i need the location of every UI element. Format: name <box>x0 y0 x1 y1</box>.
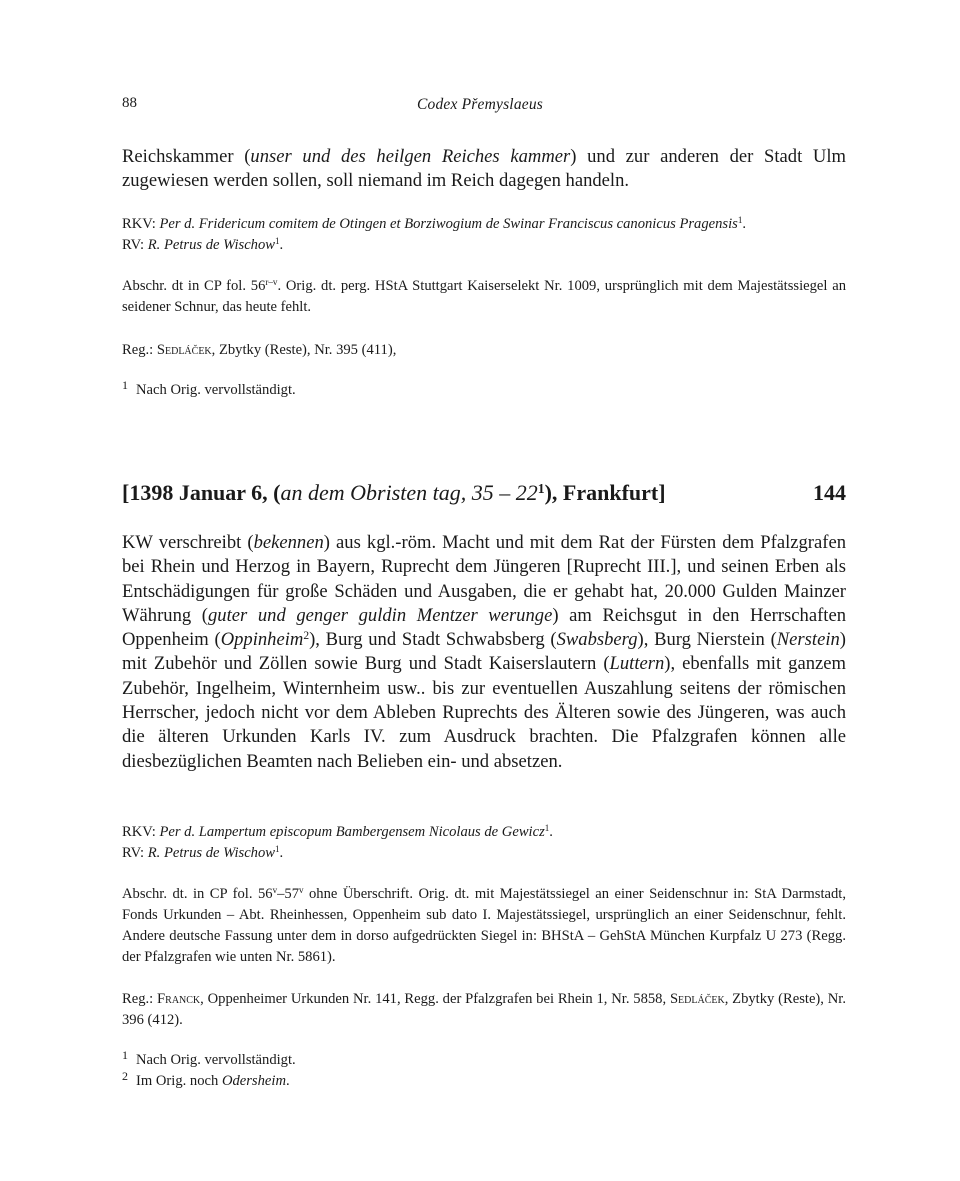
entry-body-text: KW verschreibt (bekennen) aus kgl.-röm. Macht und mit dem Rat der Fürsten dem Pfalzgrafen bei Rhein und Herzog in Bayern, Ruprecht dem Jüngeren [Ruprecht III.], und seinen Erben als Entschädigungen für große Schäden und Ausgaben, die er gehabt hat, 20.000 Gulden Mainzer Währung (guter und genger guldin Mentzer werunge) am Reichsgut in den Herrschaften Oppenheim (Oppinheim$^2$), Burg und Stadt Schwabsberg (Swabsberg), Burg Nierstein (Nerstein) mit Zubehör und Zöllen sowie Burg und Stadt Kaiserslautern (Luttern), ebenfalls mit ganzem Zubehör, Ingelheim, Winternheim usw.. bis zur eventuellen Auszahlung seitens der römischen Herrscher, jedoch nicht vor dem Ableben Ruprechts des Älteren sowie des Jüngeren, was auch die älteren Urkunden Karls IV. zum Ausdruck brachten. Die Pfalzgrafen können alle diesbezüglichen Beamten nach Belieben ein- und absetzen. <box>122 532 846 772</box>
prev-footnote: $^1$ Nach Orig. vervollständigt. <box>122 378 296 398</box>
prev-body-text: Reichskammer (unser und des heilgen Reiches kammer) und zur anderen der Stadt Ulm zugewiesen werden sollen, soll niemand im Reich dagegen handeln. <box>122 146 846 192</box>
entry-heading <box>122 480 846 506</box>
entry-number: 144 <box>813 480 846 505</box>
page-number: 88 <box>122 95 137 111</box>
prev-rkv: RKV: Per d. Fridericum comitem de Otingen et Borziwogium de Swinar Franciscus canonicus Pragensis$^1$. <box>122 215 747 232</box>
entry-footnote-2: $^2$ Im Orig. noch Odersheim. <box>122 1069 290 1089</box>
prev-abschr: Abschr. dt in CP fol. 56$^{r-v}$. Orig. dt. perg. HStA Stuttgart Kaiserselekt Nr. 1009, ursprünglich mit dem Majestätssiegel an seidener Schnur, das heute fehlt. <box>122 277 846 315</box>
running-title: Codex Přemyslaeus <box>416 96 544 113</box>
prev-reg: Reg.: Sedláček, Zbytky (Reste), Nr. 395 (411), <box>122 342 397 358</box>
entry-rkv: RKV: Per d. Lampertum episcopum Bambergensem Nicolaus de Gewicz$^1$. <box>122 823 553 840</box>
prev-rv: RV: R. Petrus de Wischow$^1$. <box>122 236 284 253</box>
entry-footnote-1: $^1$ Nach Orig. vervollständigt. <box>122 1048 296 1068</box>
entry-reg: Reg.: Franck, Oppenheimer Urkunden Nr. 141, Regg. der Pfalzgrafen bei Rhein 1, Nr. 5858, Sedláček, Zbytky (Reste), Nr. 396 (412). <box>122 991 846 1028</box>
entry-abschr: Abschr. dt. in CP fol. 56$^v$–57$^v$ ohne Überschrift. Orig. dt. mit Majestätssiegel an einer Seidenschnur in: StA Darmstadt, Fonds Urkunden – Abt. Rheinhessen, Oppenheim sub dato I. Majestätssiegel, ursprünglich an einer Seidenschnur, fehlt. Andere deutsche Fassung unter dem in dorso aufgedrückten Siegel in: BHStA – GehStA München Kurpfalz U 273 (Regg. der Pfalzgrafen wie unten Nr. 5861). <box>122 885 846 965</box>
entry-title: [1398 Januar 6, (an dem Obristen tag, $35 - 22^1$), Frankfurt] <box>122 480 666 505</box>
entry-rv: RV: R. Petrus de Wischow$^1$. <box>122 844 284 861</box>
